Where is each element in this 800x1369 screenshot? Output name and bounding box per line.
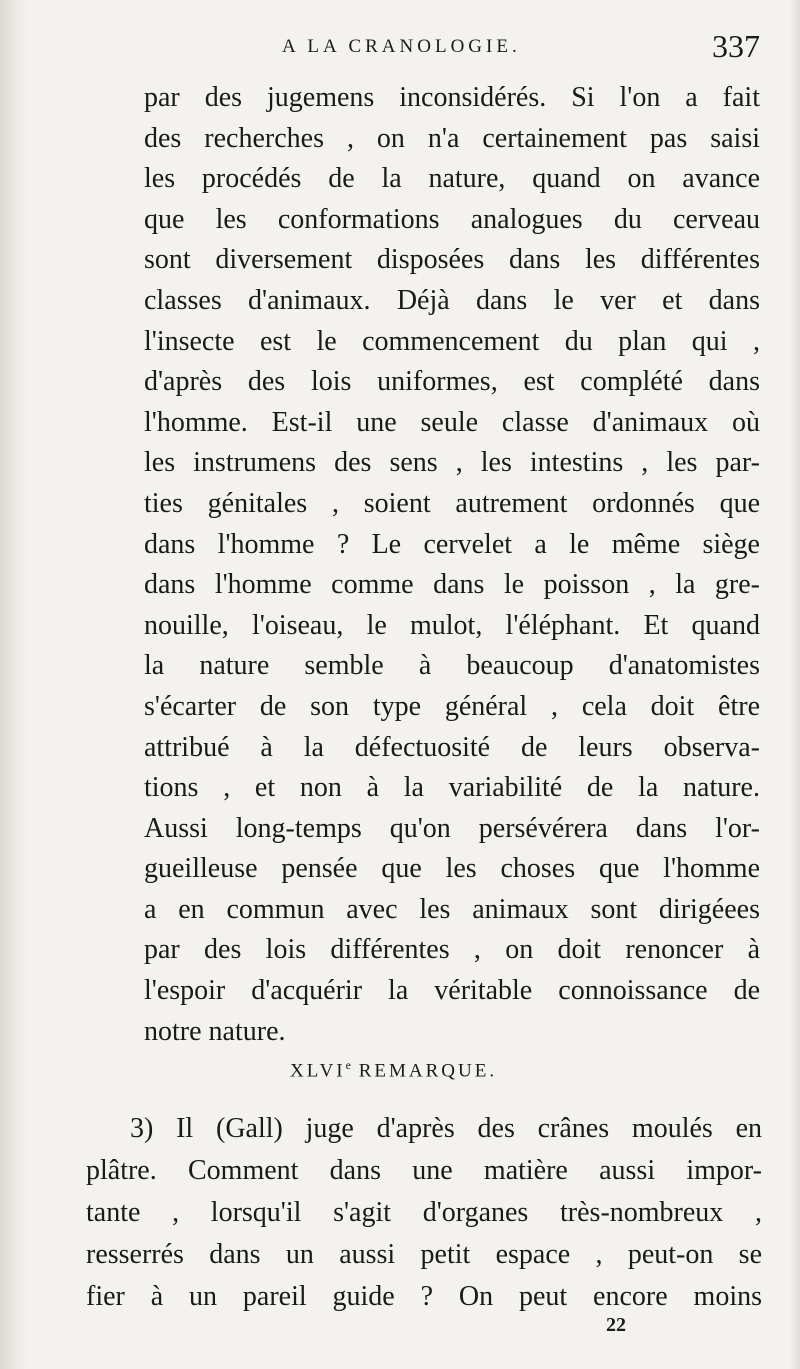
text-line: l'homme. Est-il une seule classe d'animaux où — [144, 406, 760, 438]
text-line: l'insecte est le commencement du plan qui , — [144, 325, 760, 357]
text-line: resserrés dans un aussi petit espace , peut-on se — [86, 1239, 762, 1270]
text-line: fier à un pareil guide ? On peut encore moins — [86, 1281, 762, 1312]
text-line: dans l'homme comme dans le poisson , la gre- — [144, 569, 760, 601]
text-line: la nature semble à beaucoup d'anatomistes — [144, 650, 760, 682]
text-line: l'espoir d'acquérir la véritable connoissance de — [144, 975, 760, 1007]
text-line: nouille, l'oiseau, le mulot, l'éléphant. Et quand — [144, 609, 760, 641]
text-line: 3) Il (Gall) juge d'après des crânes moulés en — [130, 1113, 762, 1144]
text-line: par des jugemens inconsidérés. Si l'on a fait — [144, 82, 760, 113]
text-line: ties génitales , soient autrement ordonnés que — [144, 487, 760, 519]
remark-superscript: e — [345, 1058, 351, 1072]
text-line: tions , et non à la variabilité de la nature. — [144, 772, 760, 804]
text-line: s'écarter de son type général , cela doit être — [144, 690, 760, 722]
paragraph-2 — [86, 1108, 762, 1318]
text-line: Aussi long-temps qu'on persévérera dans l'or- — [144, 812, 760, 844]
page-gutter-shadow — [0, 0, 28, 1369]
text-line: les instrumens des sens , les intestins , les par- — [144, 447, 760, 479]
text-line: a en commun avec les animaux sont dirigéees — [144, 893, 760, 925]
text-line: d'après des lois uniformes, est complété dans — [144, 366, 760, 398]
paragraph-1 — [144, 78, 760, 1052]
text-line: des recherches , on n'a certainement pas saisi — [144, 122, 760, 154]
remark-title: REMARQUE. — [350, 1060, 498, 1082]
text-line: sont diversement disposées dans les différentes — [144, 244, 760, 276]
text-line: que les conformations analogues du cerveau — [144, 203, 760, 235]
text-line: dans l'homme ? Le cervelet a le même siège — [144, 528, 760, 560]
text-line: tante , lorsqu'il s'agit d'organes très-nombreux , — [86, 1197, 762, 1228]
text-line: plâtre. Comment dans une matière aussi impor- — [86, 1155, 762, 1186]
text-line: classes d'animaux. Déjà dans le ver et dans — [144, 284, 760, 316]
page-number: 337 — [712, 28, 760, 64]
remark-numeral: XLVI — [290, 1060, 346, 1082]
text-line: attribué à la défectuosité de leurs observa- — [144, 731, 760, 763]
page-edge-shadow — [790, 0, 800, 1369]
running-head: A LA CRANOLOGIE. — [282, 36, 521, 57]
text-line: notre nature. — [144, 1015, 286, 1047]
section-heading — [290, 1058, 497, 1082]
text-line: gueilleuse pensée que les choses que l'homme — [144, 853, 760, 885]
text-line: les procédés de la nature, quand on avance — [144, 163, 760, 195]
text-line: par des lois différentes , on doit renoncer à — [144, 934, 760, 966]
signature-mark: 22 — [606, 1314, 626, 1336]
